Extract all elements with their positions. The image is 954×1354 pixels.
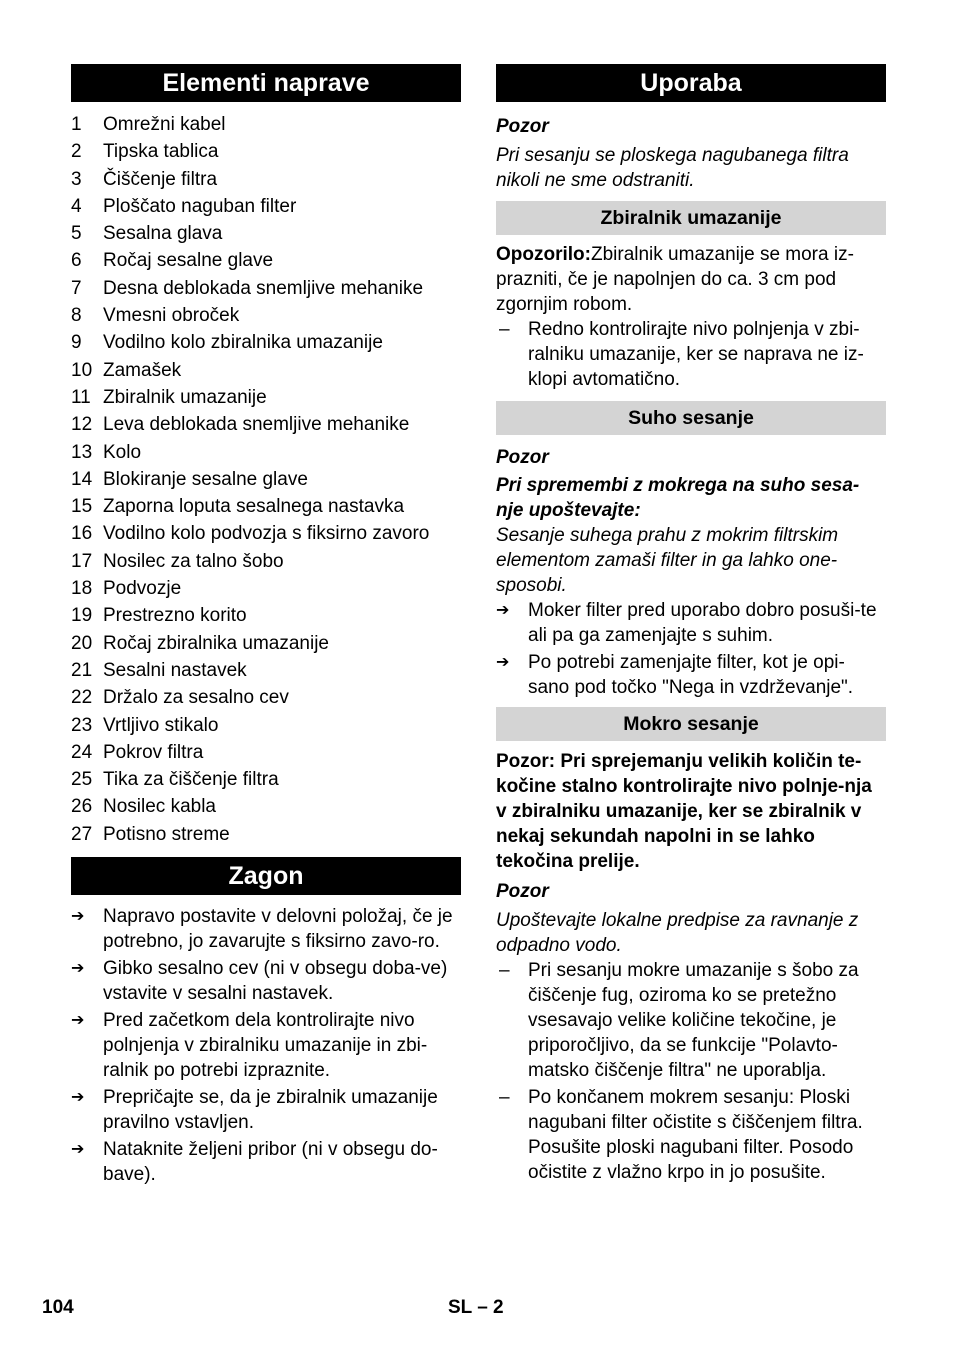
- arrow-right-icon: ➔: [496, 654, 510, 671]
- step-item: [496, 650, 886, 700]
- dirt-warning: [496, 242, 886, 317]
- list-item: [71, 275, 461, 302]
- dash-text: Pri sesanju mokre umazanije s šobo za čiščenje fug, oziroma ko se pretežno vsesavajo velike količine tekočine, je priporočljivo, da se funkcije "Polavto-matsko čiščenje filtra" ne uporablja.: [528, 960, 859, 1081]
- part-number: 2: [71, 141, 82, 163]
- part-label: Desna deblokada snemljive mehanike: [103, 277, 424, 299]
- part-number: 17: [71, 550, 93, 572]
- list-item: [71, 821, 461, 848]
- wet-caution-label: Pozor: [496, 881, 549, 902]
- subsection-header-dry: Suho sesanje: [496, 401, 886, 435]
- list-item: [71, 466, 461, 493]
- list-item: [71, 247, 461, 274]
- part-number: 15: [71, 496, 93, 518]
- list-item: [71, 739, 461, 766]
- language-page-label: SL – 2: [448, 1297, 504, 1318]
- dry-caution-label: Pozor: [496, 447, 549, 468]
- part-number: 11: [71, 386, 91, 408]
- part-label: Omrežni kabel: [103, 114, 226, 135]
- start-steps: [71, 904, 461, 1187]
- part-label: Vrtljivo stikalo: [103, 714, 219, 736]
- subsection-header-dirt: Zbiralnik umazanije: [496, 201, 886, 235]
- part-label: Vmesni obroček: [103, 305, 240, 327]
- part-label: Čiščenje filtra: [103, 168, 218, 190]
- step-item: [71, 956, 461, 1006]
- part-number: 27: [71, 823, 93, 845]
- list-item: [71, 439, 461, 466]
- part-label: Držalo za sesalno cev: [103, 687, 289, 709]
- list-item: [71, 575, 461, 602]
- step-text: Nataknite željeni pribor (ni v obsegu do-bave).: [103, 1139, 438, 1186]
- list-item: [71, 493, 461, 520]
- part-number: 25: [71, 769, 93, 791]
- part-number: 18: [71, 578, 93, 600]
- arrow-right-icon: ➔: [71, 960, 85, 978]
- part-label: Pokrov filtra: [103, 741, 204, 763]
- dirt-warning-text: Zbiralnik umazanije se mora iz-prazniti, če je napolnjen do ca. 3 cm pod zgornjim robom.: [496, 244, 854, 315]
- dash-item: [496, 1085, 886, 1185]
- part-label: Vodilno kolo zbiralnika umazanije: [103, 332, 383, 354]
- wet-caution-text: Upoštevajte lokalne predpise za ravnanje z odpadno vodo.: [496, 910, 859, 956]
- step-text: Gibko sesalno cev (ni v obsegu doba-ve) vstavite v sesalni nastavek.: [103, 958, 448, 1005]
- step-item: [496, 598, 886, 648]
- part-label: Tipska tablica: [103, 141, 219, 163]
- list-item: [71, 684, 461, 711]
- part-label: Zbiralnik umazanije: [103, 386, 267, 408]
- parts-list: [71, 111, 461, 848]
- part-label: Sesalna glava: [103, 223, 223, 245]
- list-item: [71, 657, 461, 684]
- list-item: [71, 166, 461, 193]
- part-number: 21: [71, 659, 93, 681]
- dirt-dash-text: Redno kontrolirajte nivo polnjenja v zbi-ralniku umazanije, ker se naprava ne iz-klopi avtomatično.: [528, 319, 864, 390]
- arrow-right-icon: ➔: [71, 1012, 85, 1030]
- step-text: Prepričajte se, da je zbiralnik umazanije pravilno vstavljen.: [103, 1087, 438, 1134]
- step-text: Moker filter pred uporabo dobro posuši-te ali pa ga zamenjajte s suhim.: [528, 600, 877, 646]
- part-label: Blokiranje sesalne glave: [103, 468, 308, 490]
- part-label: Tika za čiščenje filtra: [103, 769, 279, 791]
- list-item: [71, 357, 461, 384]
- part-number: 7: [71, 277, 82, 299]
- step-item: [71, 1008, 461, 1083]
- part-number: 13: [71, 441, 93, 463]
- dash-bullet: –: [499, 1087, 510, 1108]
- part-number: 8: [71, 305, 82, 327]
- list-item: [71, 712, 461, 739]
- part-label: Nosilec za talno šobo: [103, 550, 284, 572]
- part-label: Ročaj zbiralnika umazanije: [103, 632, 329, 654]
- arrow-right-icon: ➔: [71, 908, 85, 926]
- list-item: [71, 138, 461, 165]
- dirt-warning-label: Opozorilo:: [496, 244, 591, 265]
- part-number: 5: [71, 223, 82, 245]
- part-label: Nosilec kabla: [103, 796, 216, 818]
- list-item: [71, 220, 461, 247]
- part-number: 20: [71, 632, 93, 654]
- list-item: [71, 329, 461, 356]
- step-item: [71, 1137, 461, 1187]
- dash-bullet: –: [499, 960, 510, 981]
- part-number: 6: [71, 250, 82, 272]
- part-number: 16: [71, 523, 93, 545]
- part-number: 10: [71, 359, 93, 381]
- part-number: 26: [71, 796, 93, 818]
- list-item: [71, 520, 461, 547]
- part-number: 3: [71, 168, 82, 190]
- list-item: [71, 384, 461, 411]
- list-item: [71, 766, 461, 793]
- wet-warning: Pozor: Pri sprejemanju velikih količin te-kočine stalno kontrolirajte nivo polnje-nja v zbiralniku umazanije, ker se zbiralnik v nekaj sekundah napolni in se lahko tekočina prelije.: [496, 751, 872, 872]
- dash-item: [496, 958, 886, 1083]
- caution-text: Pri sesanju se ploskega nagubanega filtra nikoli ne sme odstraniti.: [496, 145, 849, 191]
- caution-label: Pozor: [496, 116, 549, 137]
- part-number: 9: [71, 332, 82, 354]
- right-column: [496, 64, 886, 1185]
- wet-dashes: [496, 958, 886, 1185]
- dash-bullet: –: [499, 319, 510, 340]
- part-number: 22: [71, 687, 93, 709]
- list-item: [71, 411, 461, 438]
- part-number: 14: [71, 468, 93, 490]
- part-label: Vodilno kolo podvozja s fiksirno zavoro: [103, 523, 430, 545]
- step-text: Po potrebi zamenjajte filter, kot je opi-sano pod točko "Nega in vzdrževanje".: [528, 652, 854, 698]
- list-item: [71, 302, 461, 329]
- list-item: [71, 793, 461, 820]
- arrow-right-icon: ➔: [71, 1089, 85, 1107]
- part-label: Zaporna loputa sesalnega nastavka: [103, 496, 405, 518]
- part-label: Prestrezno korito: [103, 605, 247, 627]
- part-label: Ploščato naguban filter: [103, 195, 297, 217]
- part-number: 1: [71, 114, 82, 135]
- page-number: 104: [42, 1297, 74, 1318]
- list-item: [71, 193, 461, 220]
- step-item: [71, 1085, 461, 1135]
- arrow-right-icon: ➔: [71, 1141, 85, 1159]
- part-label: Sesalni nastavek: [103, 659, 247, 681]
- part-number: 19: [71, 605, 93, 627]
- part-label: Podvozje: [103, 578, 182, 600]
- dirt-dash-item: [496, 317, 886, 392]
- list-item: [71, 630, 461, 657]
- part-number: 12: [71, 414, 93, 436]
- dash-text: Po končanem mokrem sesanju: Ploski nagubani filter očistite s čiščenjem filtra. Posušite ploski nagubani filter. Posodo očistite z vlažno krpo in jo posušite.: [528, 1087, 863, 1183]
- list-item: [71, 548, 461, 575]
- section-header-use: Uporaba: [496, 64, 886, 102]
- subsection-header-wet: Mokro sesanje: [496, 707, 886, 741]
- step-item: [71, 904, 461, 954]
- left-column: [71, 64, 461, 1189]
- arrow-right-icon: ➔: [496, 602, 510, 619]
- part-label: Kolo: [103, 441, 142, 463]
- part-number: 4: [71, 195, 82, 217]
- list-item: [71, 111, 461, 138]
- list-item: [71, 602, 461, 629]
- section-header-elements: Elementi naprave: [71, 64, 461, 102]
- part-label: Zamašek: [103, 359, 182, 381]
- part-label: Potisno streme: [103, 823, 230, 845]
- dry-caution-text: Sesanje suhega prahu z mokrim filtrskim elementom zamaši filter in ga lahko one-sposobi.: [496, 525, 839, 596]
- part-number: 23: [71, 714, 93, 736]
- section-header-start: Zagon: [71, 857, 461, 895]
- part-number: 24: [71, 741, 93, 763]
- step-text: Napravo postavite v delovni položaj, če je potrebno, jo zavarujte s fiksirno zavo-ro.: [103, 906, 453, 953]
- step-text: Pred začetkom dela kontrolirajte nivo polnjenja v zbiralniku umazanije in zbi-ralnik po potrebi izpraznite.: [103, 1010, 428, 1082]
- dry-caution-bold: Pri spremembi z mokrega na suho sesa-nje upoštevajte:: [496, 475, 860, 521]
- part-label: Ročaj sesalne glave: [103, 250, 274, 272]
- dry-steps: [496, 598, 886, 700]
- part-label: Leva deblokada snemljive mehanike: [103, 414, 410, 436]
